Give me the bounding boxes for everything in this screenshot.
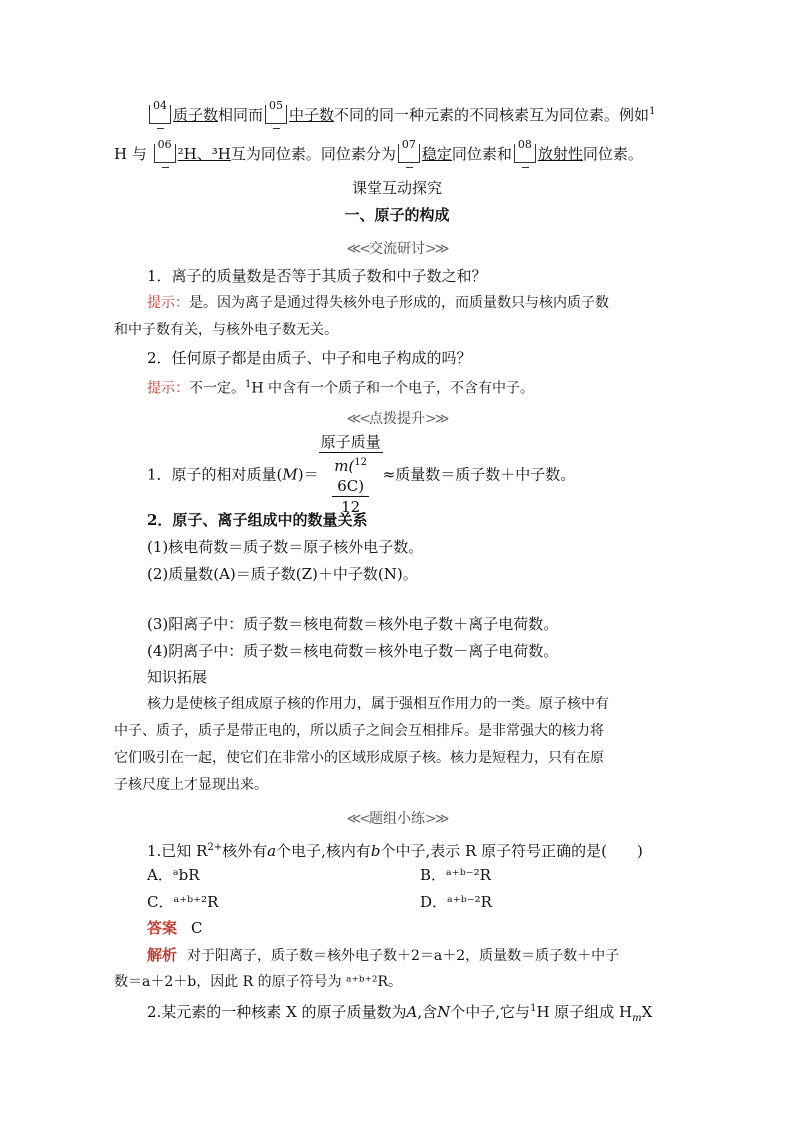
exercise-1-answer: 答案 C — [147, 919, 203, 937]
relation-4: (4)阴离子中：质子数＝核电荷数＝核外电子数－离子电荷数。 — [147, 642, 559, 660]
intro-line-1: 04 质子数相同而 05 中子数不同的同一种元素的不同核素互为同位素。例如$^1$ — [147, 102, 655, 125]
fill-blank-08[interactable]: 08 — [514, 144, 536, 163]
answer-stable: 稳定 — [421, 145, 452, 163]
banner-key-points: ≪<点拨提升>≫ — [346, 411, 448, 427]
formula-relative-mass: 1．原子的相对质量(M)＝ 原子质量 m($^{12}$ 6C) 12 ≈质量数＝质子数＋中子数。 — [147, 433, 576, 516]
double-right-chevron-icon: >≫ — [425, 241, 448, 257]
extension-line-4: 子核尺度上才显现出来。 — [114, 777, 268, 793]
extension-line-1: 核力是使核子组成原子核的作用力，属于强相互作用力的一类。原子核中有 — [147, 696, 609, 712]
option-a[interactable]: A．ᵃbR — [147, 866, 200, 884]
question-1: 1．离子的质量数是否等于其质子数和中子数之和？ — [147, 267, 487, 285]
exercise-1-explanation-line-2: 数＝a＋2＋b，因此 R 的原子符号为 ᵃ⁺ᵇ⁺²R。 — [114, 974, 403, 990]
hint-label: 提示： — [147, 295, 189, 311]
explanation-label: 解析 — [147, 946, 178, 964]
exercise-1-stem: 1.已知 $R^{2+}$核外有a个电子,核内有b个中子,表示 R 原子符号正确的是( ) — [147, 842, 643, 860]
fill-blank-05[interactable]: 05 — [265, 105, 287, 124]
extension-line-2: 中子、质子，质子是带正电的，所以质子之间会互相排斥。是非常强大的核力将 — [114, 723, 604, 739]
section-subtitle: 一、原子的构成 — [344, 206, 450, 224]
answer-1-line-1: 提示：是。因为离子是通过得失核外电子形成的，而质量数只与核内质子数 — [147, 295, 609, 311]
extension-line-3: 它们吸引在一起，使它们在非常小的区域形成原子核。核力是短程力，只有在原 — [114, 750, 604, 766]
answer-2: 提示：不一定。$^1$H 中含有一个质子和一个电子，不含有中子。 — [147, 379, 535, 397]
answer-radioactive: 放射性 — [537, 145, 583, 163]
option-c[interactable]: C．ᵃ⁺ᵇ⁺²R — [147, 893, 219, 911]
banner-practice: ≪<题组小练>≫ — [346, 811, 448, 827]
relation-2: (2)质量数(A)＝质子数(Z)＋中子数(N)。 — [147, 565, 418, 583]
relation-1: (1)核电荷数＝质子数＝原子核外电子数。 — [147, 538, 424, 556]
answer-label: 答案 — [147, 919, 178, 937]
formula-fraction: 原子质量 m($^{12}$ 6C) 12 — [320, 433, 381, 516]
double-right-chevron-icon: >≫ — [425, 411, 448, 427]
double-right-chevron-icon: >≫ — [425, 811, 448, 827]
double-left-chevron-icon: ≪< — [346, 411, 369, 427]
option-b[interactable]: B．ᵃ⁺ᵇ⁻²R — [420, 866, 491, 884]
banner-discussion: ≪<交流研讨>≫ — [346, 241, 448, 257]
answer-1-line-2: 和中子数有关，与核外电子数无关。 — [114, 322, 338, 338]
answer-neutron-number: 中子数 — [289, 106, 335, 124]
double-left-chevron-icon: ≪< — [346, 811, 369, 827]
exercise-2-stem: 2.某元素的一种核素 X 的原子质量数为A,含N个中子,它与$^1$H 原子组成 $H_mX$ — [147, 1003, 653, 1024]
question-2: 2．任何原子都是由质子、中子和电子构成的吗？ — [147, 349, 472, 367]
hint-label: 提示： — [147, 380, 189, 397]
quantity-relations-title: 2．原子、离子组成中的数量关系 — [147, 511, 368, 529]
section-title: 课堂互动探究 — [351, 179, 442, 197]
relation-3: (3)阳离子中：质子数＝核电荷数＝核外电子数＋离子电荷数。 — [147, 615, 559, 633]
option-d[interactable]: D．ᵃ⁺ᵇ⁻²R — [420, 893, 492, 911]
extension-title: 知识拓展 — [147, 668, 208, 686]
fill-blank-07[interactable]: 07 — [398, 144, 420, 163]
answer-isotopes: ²H、³H — [177, 145, 231, 163]
fill-blank-04[interactable]: 04 — [149, 105, 171, 124]
intro-line-2: H 与 06 ²H、³H互为同位素。同位素分为 07 稳定同位素和 08 放射性同位素。 — [114, 144, 643, 164]
answer-proton-number: 质子数 — [173, 106, 219, 124]
exercise-1-explanation-line-1: 解析 对于阳离子，质子数＝核外电子数＋2＝a＋2，质量数＝质子数＋中子 — [147, 946, 620, 964]
fill-blank-06[interactable]: 06 — [154, 144, 176, 163]
double-left-chevron-icon: ≪< — [346, 241, 369, 257]
